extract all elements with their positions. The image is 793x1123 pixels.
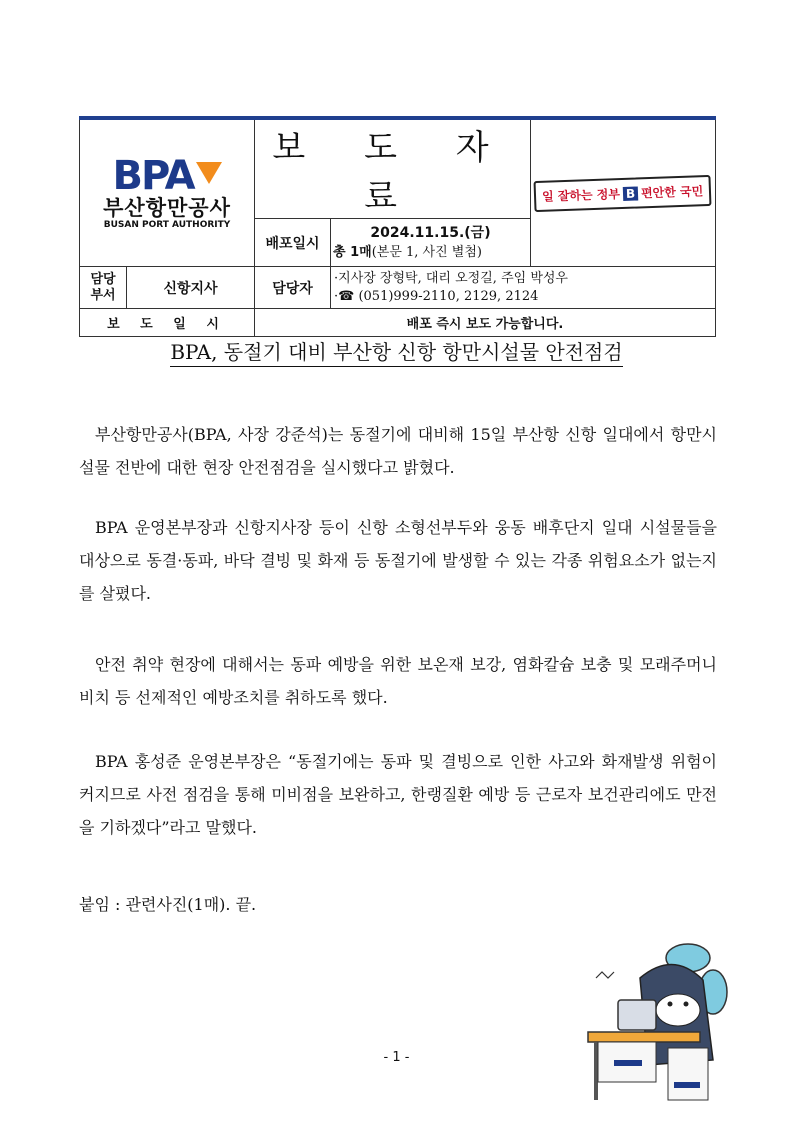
mascot-illustration	[578, 940, 728, 1120]
dept-value: 신항지사	[127, 267, 255, 309]
body-paragraph-2: BPA 운영본부장과 신항지사장 등이 신항 소형선부두와 웅동 배후단지 일대 시설물들을 대상으로 동결·동파, 바닥 결빙 및 화재 등 동절기에 발생할 수 있는 각종 위험요소가 없는지를 살폈다.	[79, 518, 717, 603]
pages-detail: (본문 1, 사진 별첨)	[371, 244, 482, 260]
release-value: 배포 즉시 보도 가능합니다.	[255, 309, 716, 337]
body-paragraph-4: BPA 홍성준 운영본부장은 “동절기에는 동파 및 결빙으로 인한 사고와 화재발생 위험이 커지므로 사전 점검을 통해 미비점을 보완하고, 한랭질환 예방 등 근로자 보건관리에도 만전을 기하겠다”라고 말했다.	[79, 752, 717, 837]
slogan-part2: 편안한 국민	[641, 183, 704, 200]
pages-bold: 총 1매	[333, 244, 372, 260]
dist-date-label: 배포일시	[255, 219, 331, 267]
headline-text: BPA, 동절기 대비 부산항 신항 항만시설물 안전점검	[170, 340, 622, 367]
pages-info	[331, 243, 530, 263]
dist-date-cell	[331, 219, 531, 267]
slogan-cell	[531, 118, 716, 267]
logo-cell	[80, 118, 255, 267]
contact-people: ·지사장 장형탁, 대리 오정길, 주임 박성우	[334, 270, 568, 286]
government-slogan	[534, 174, 712, 211]
slogan-part1: 일 잘하는 정부	[542, 186, 621, 204]
body-paragraph-3: 안전 취약 현장에 대해서는 동파 예방을 위한 보온재 보강, 염화칼슘 보충 및 모래주머니 비치 등 선제적인 예방조치를 취하도록 했다.	[79, 655, 717, 707]
press-release-title: 보 도 자 료	[255, 118, 531, 219]
body-paragraph-1: 부산항만공사(BPA, 사장 강준석)는 동절기에 대비해 15일 부산항 신항 일대에서 항만시설물 전반에 대한 현장 안전점검을 실시했다고 밝혔다.	[79, 425, 717, 477]
page-number: - 1 -	[383, 1050, 410, 1065]
bpa-logo-text: BPA	[112, 152, 194, 199]
org-name-en: BUSAN PORT AUTHORITY	[103, 219, 231, 230]
contact-phone: ·☎ (051)999-2110, 2129, 2124	[334, 288, 539, 304]
dist-date: 2024.11.15.(금)	[370, 224, 491, 241]
contact-label: 담당자	[255, 267, 331, 309]
slogan-num: B	[623, 186, 639, 201]
dept-label: 담당 부서	[80, 267, 127, 309]
release-label: 보 도 일 시	[80, 309, 255, 337]
headline	[0, 336, 793, 365]
contact-cell	[331, 267, 716, 309]
triangle-logo-icon	[196, 162, 222, 184]
org-name-ko: 부산항만공사	[103, 195, 231, 220]
attachment-note: 붙임 : 관련사진(1매). 끝.	[79, 895, 257, 914]
press-header-table	[79, 116, 716, 337]
bpa-logo	[80, 152, 254, 199]
